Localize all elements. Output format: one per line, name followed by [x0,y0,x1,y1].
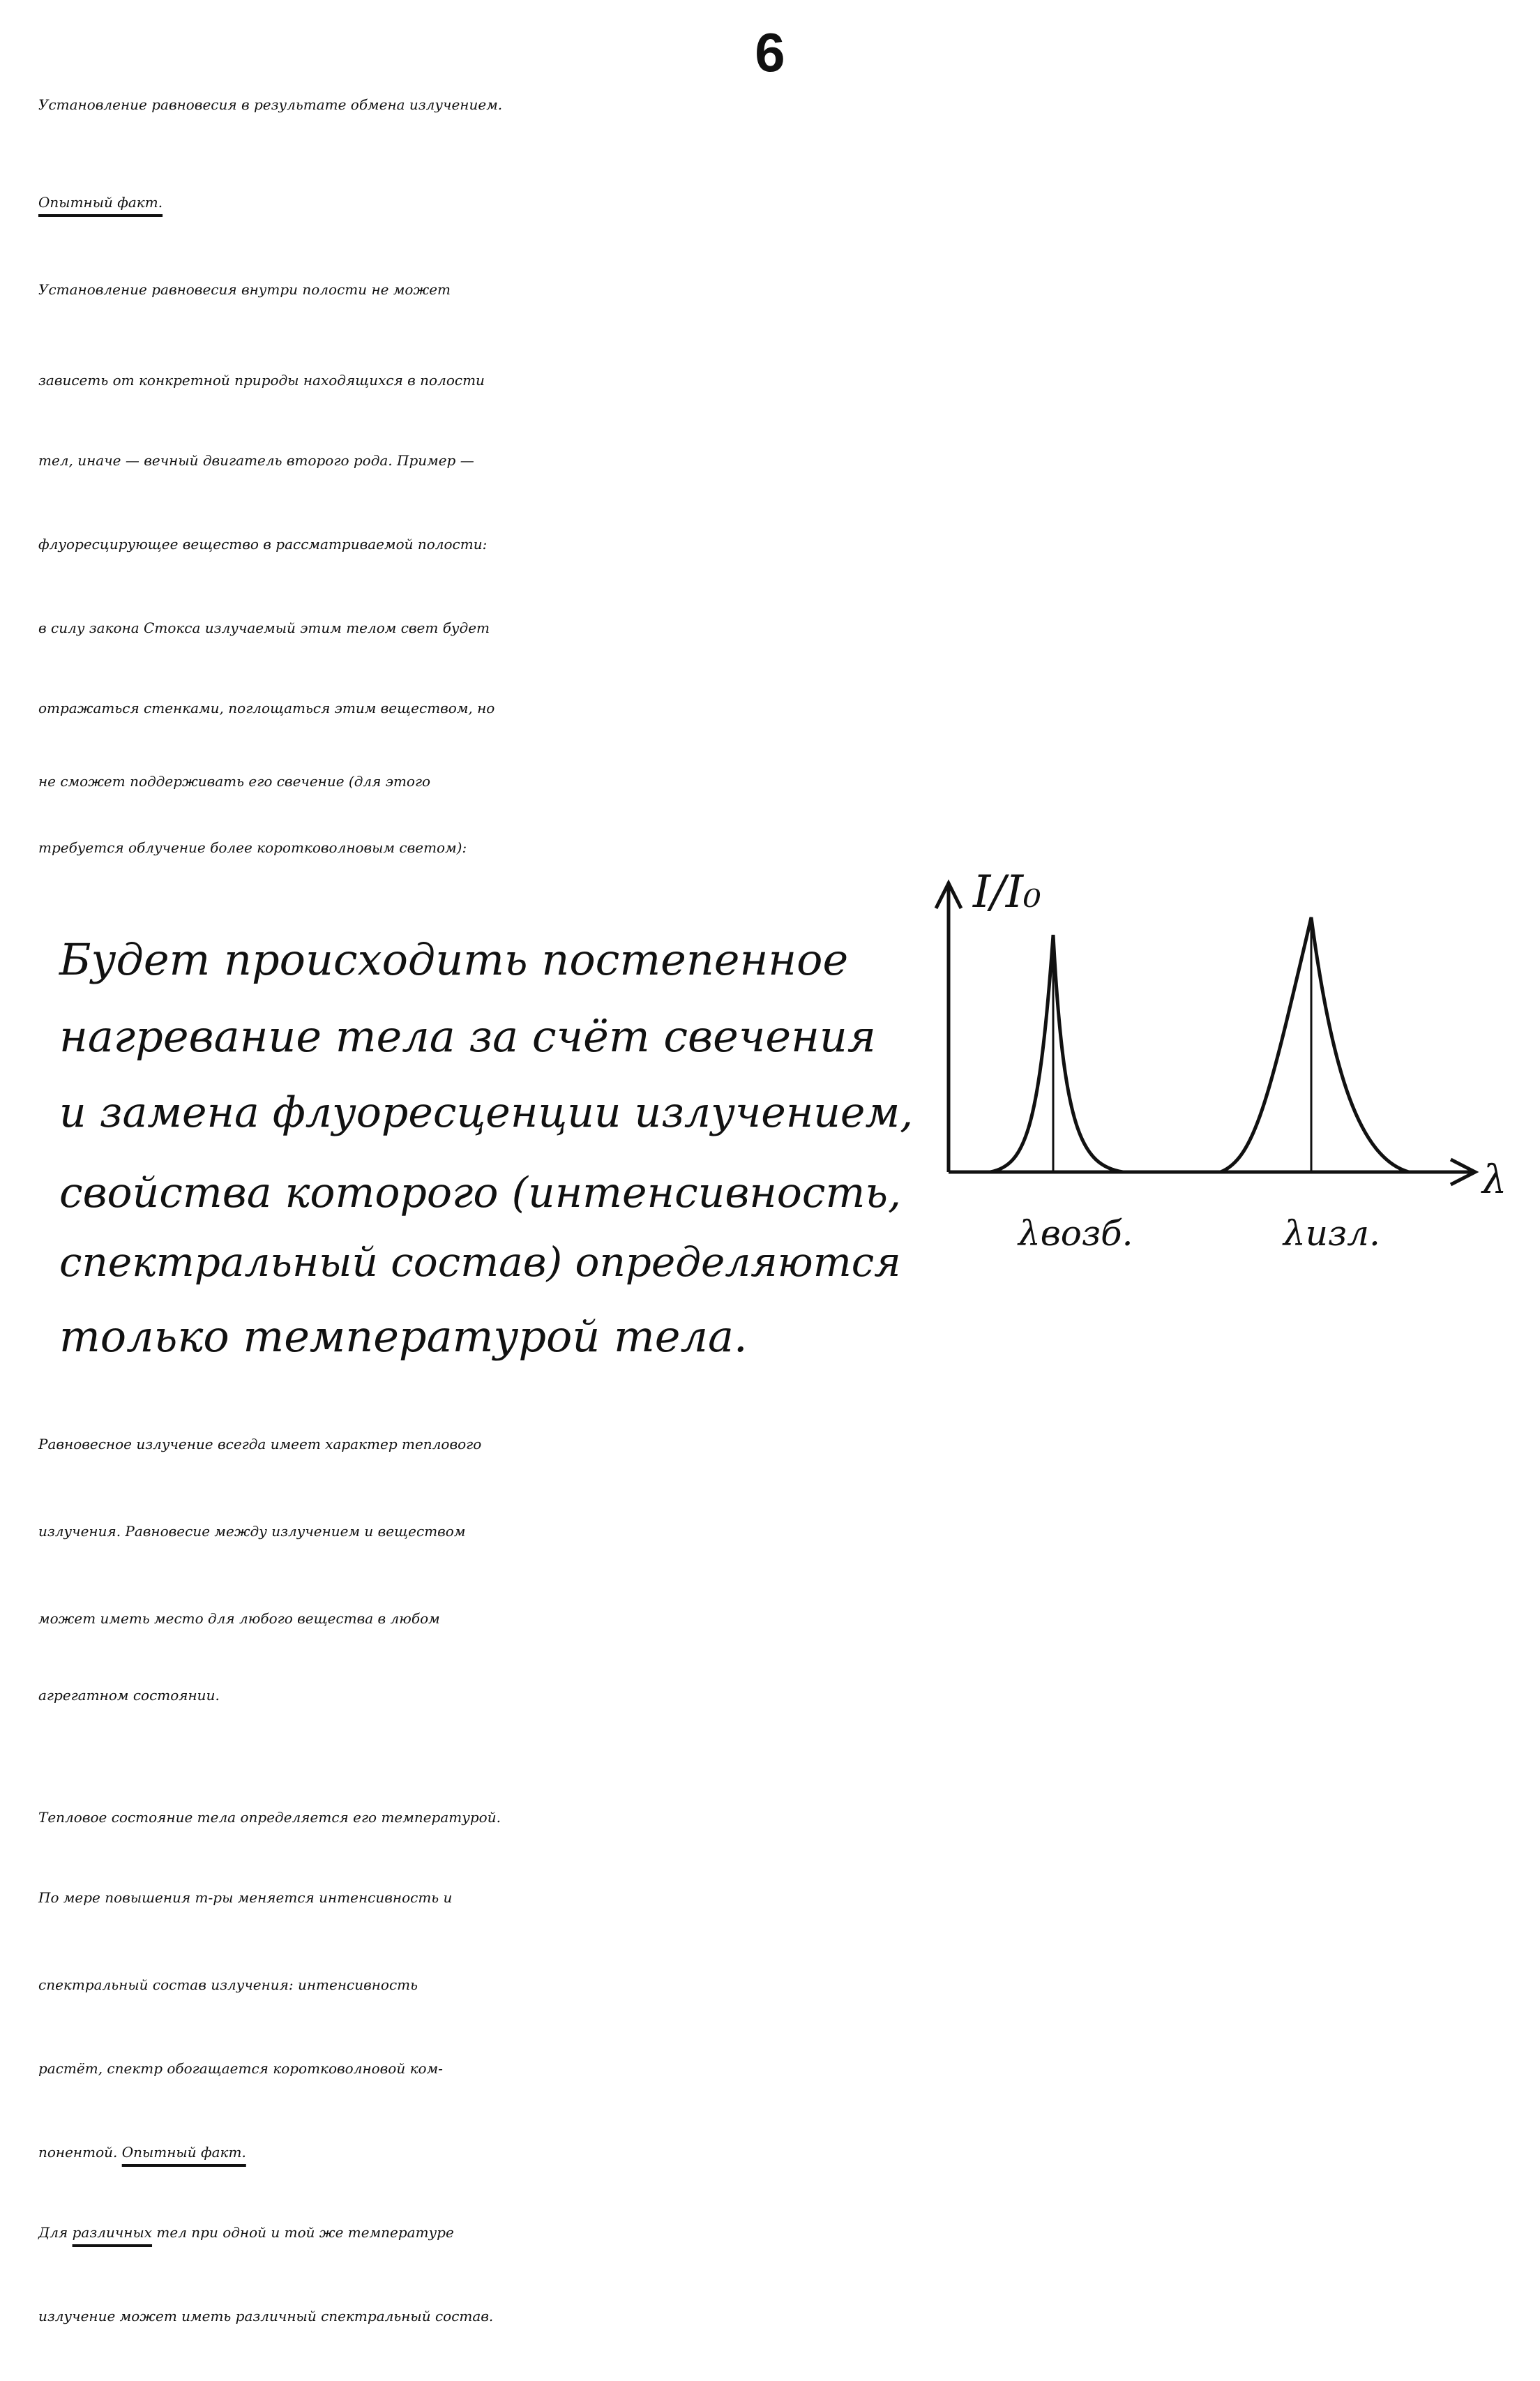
text-line: тел, иначе — вечный двигатель второго рода. Пример — [38,452,474,469]
emphasized-word: различных [72,2224,153,2241]
heading-tag [38,195,1519,209]
emission-peak [1221,917,1409,1172]
heading-title: Установление равновесия в результате обмена излучением. [38,96,503,113]
text-fragment: тел при одной и той же температуре [152,2224,454,2241]
text-line: Установление равновесия внутри полости не может [38,281,451,298]
text-line: спектральный состав излучения: интенсивность [38,1976,418,1993]
text-line [38,2225,1519,2239]
text-line: может иметь место для любого вещества в любом [38,1610,440,1627]
text-line: зависеть от конкретной природы находящихся в полости [38,372,485,389]
text-fragment: понентой. [38,2144,118,2161]
text-line: не сможет поддерживать его свечение (для этого [38,773,431,790]
excitation-peak [990,935,1123,1172]
spectrum-sketch-svg [921,865,1520,1325]
side-text-line: Будет происходить постепенное [59,934,849,985]
side-text-line: спектральный состав) определяются [59,1238,901,1286]
side-text-line: и замена флуоресценции излучением, [59,1088,914,1137]
text-line: растёт, спектр обогащается коротковолновой ком- [38,2060,443,2077]
peak-excitation-label: λвозб. [1018,1213,1133,1254]
text-line: требуется облучение более коротковолновым светом): [38,839,467,856]
peak-emission-label: λизл. [1283,1213,1380,1254]
text-line: Тепловое состояние тела определяется его температурой. [38,1809,501,1826]
text-line: в силу закона Стокса излучаемый этим телом свет будет [38,619,490,636]
text-line [38,2145,1519,2159]
text-line: агрегатном состоянии. [38,1687,220,1704]
text-fragment: Для [38,2224,73,2241]
fact-label: Опытный факт. [38,194,163,211]
fact-label: Опытный факт. [121,2144,246,2161]
text-line: По мере повышения т-ры меняется интенсивность и [38,1889,453,1906]
page-number: 6 [755,22,785,83]
text-line: излучение может иметь различный спектральный состав. [38,2308,494,2324]
side-text-line: свойства которого (интенсивность, [59,1169,902,1217]
text-line: отражаться стенками, поглощаться этим веществом, но [38,700,495,716]
side-text-line: только температурой тела. [59,1311,748,1362]
x-axis-label: λ [1482,1157,1507,1203]
spectrum-sketch [921,865,1520,1325]
text-line: Равновесное излучение всегда имеет характер теплового [38,1436,482,1452]
text-line: флуоресцирующее вещество в рассматриваемой полости: [38,536,488,553]
text-line: излучения. Равновесие между излучением и веществом [38,1523,466,1540]
side-text-line: нагревание тела за счёт свечения [59,1011,876,1062]
y-axis-label: I/I₀ [973,866,1041,918]
